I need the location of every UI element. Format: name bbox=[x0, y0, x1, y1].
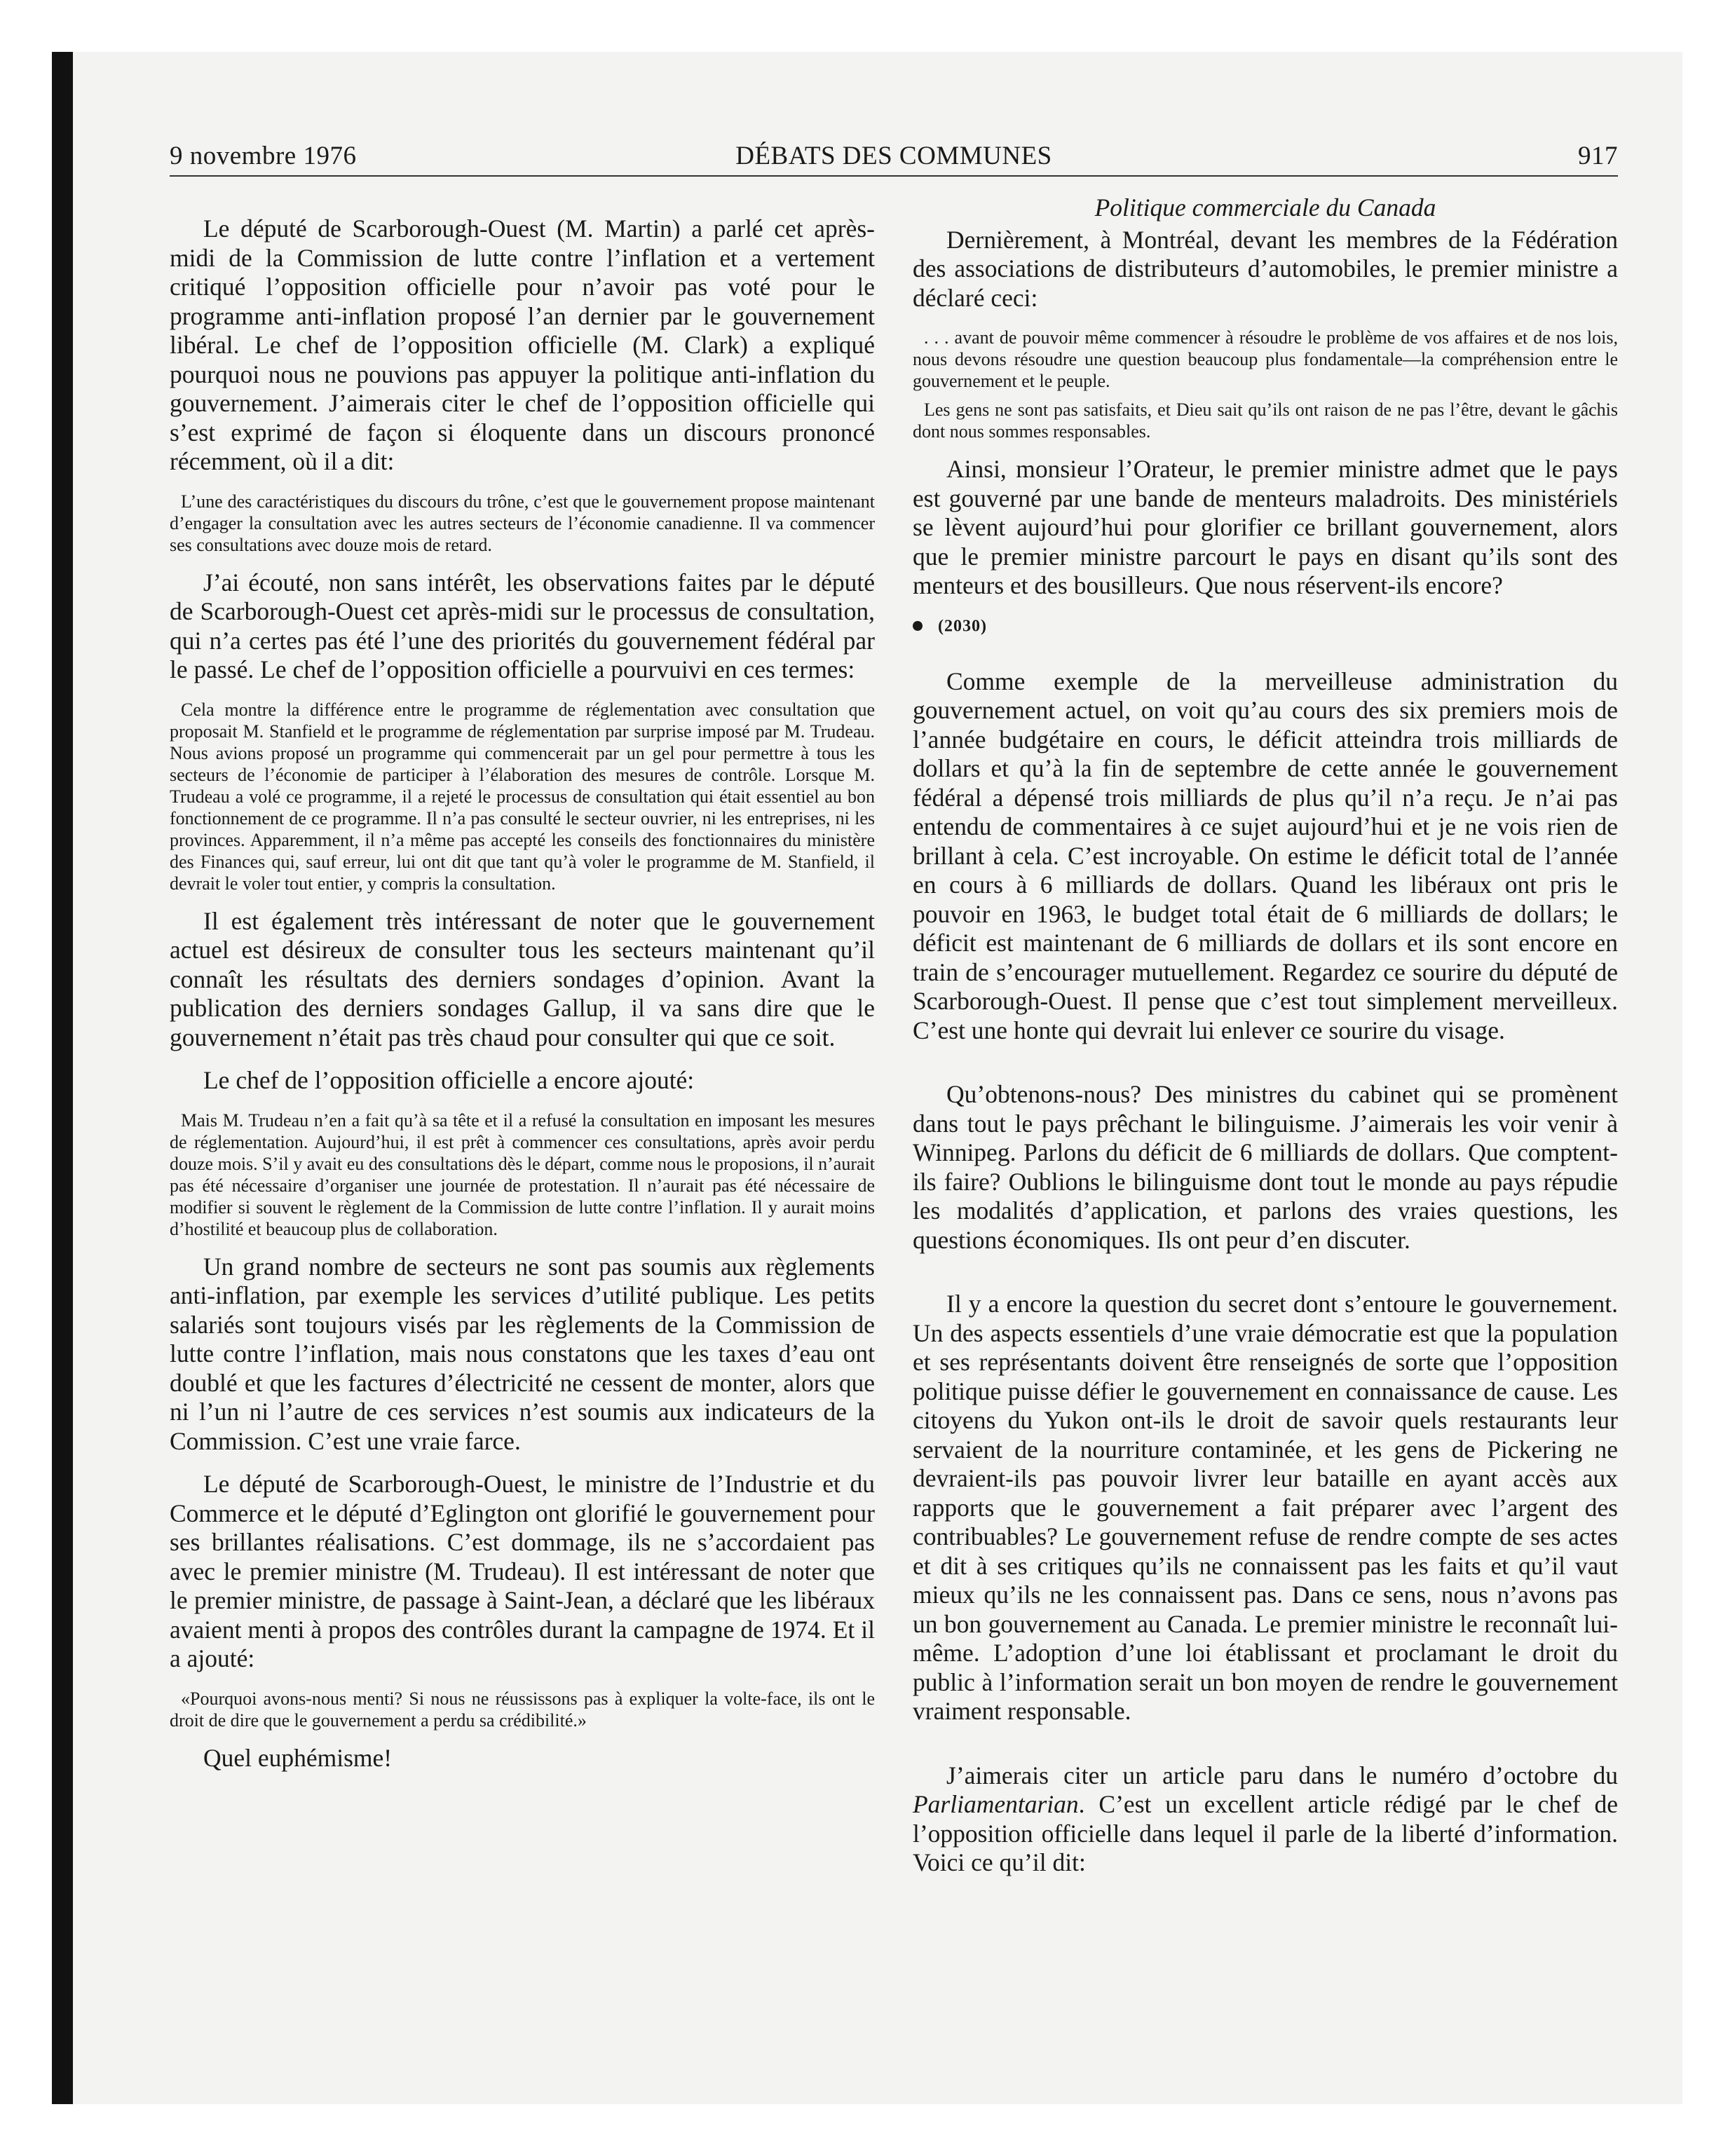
block-quote: Mais M. Trudeau n’en a fait qu’à sa tête et il a refusé la consultation en imposant les mesures de réglementation. Aujourd’hui, il est prêt à commencer ces consultations, après avoir perdu douze mois. S’il y avait eu des consultations dès le départ, comme nous le proposions, il n’aurait pas été nécessaire d’organiser une journée de protestation. Il n’aurait pas été nécessaire de modifier si souvent le règlement de la Commission de lutte contre l’inflation. Il y aurait moins d’hostilité et beaucoup plus de collaboration. bbox=[170, 1110, 875, 1239]
bullet-icon bbox=[913, 621, 923, 631]
header-date: 9 novembre 1976 bbox=[170, 142, 357, 170]
paragraph bbox=[913, 1761, 1618, 1878]
publication-title: Parliamentarian bbox=[913, 1790, 1079, 1819]
paragraph: Quel euphémisme! bbox=[203, 1743, 393, 1772]
page-number: 917 bbox=[1578, 142, 1618, 170]
time-marker bbox=[913, 615, 1618, 636]
paragraph: Un grand nombre de secteurs ne sont pas soumis aux règlements anti-inflation, par exemple les services d’utilité publique. Les petits salariés sont toujours visés par les règlements de la Commission de lutte contre l’inflation, mais nous constatons que les taxes d’eau ont doublé et que les factures d’électricité ne cessent de monter, alors que ni l’un ni l’autre de ces services n’est soumis aux indicateurs de la Commission. C’est une vraie farce. bbox=[170, 1252, 875, 1455]
column-spacer bbox=[170, 193, 875, 214]
paragraph: Il est également très intéressant de noter que le gouvernement actuel est désireux de consulter tous les secteurs maintenant qu’il connaît les résultats des derniers sondages d’opinion. Avant la publication des derniers sondages Gallup, il va sans dire que le gouvernement n’était pas très chaud pour consulter qui que ce soit. bbox=[170, 906, 875, 1051]
header-title: DÉBATS DES COMMUNES bbox=[735, 142, 1052, 170]
paragraph: Dernièrement, à Montréal, devant les membres de la Fédération des associations de distributeurs d’automobiles, le premier ministre a déclaré ceci: bbox=[913, 225, 1618, 312]
column-spacer bbox=[913, 1740, 1618, 1761]
paragraph: Le chef de l’opposition officielle a encore ajouté: bbox=[203, 1066, 695, 1094]
left-column bbox=[170, 193, 875, 1787]
paragraph: Ainsi, monsieur l’Orateur, le premier ministre admet que le pays est gouverné par une bande de menteurs maladroits. Des ministériels se lèvent aujourd’hui pour glorifier ce brillant gouvernement, alors que le premier ministre parcourt le pays en disant qu’ils sont des menteurs et des bousilleurs. Que nous réservent-ils encore? bbox=[913, 455, 1618, 599]
block-quote: Les gens ne sont pas satisfaits, et Dieu sait qu’ils ont raison de ne pas l’être, devant le gâchis dont nous sommes responsables. bbox=[913, 400, 1618, 442]
binding-edge bbox=[52, 52, 73, 2104]
paragraph: Qu’obtenons-nous? Des ministres du cabinet qui se promènent dans tout le pays prêchant le bilinguisme. J’aimerais les voir venir à Winnipeg. Parlons du déficit de 6 milliards de dollars. Que comptent-ils faire? Oublions le bilinguisme dont tout le monde au pays répudie les modalités d’application, et parlons des vraies questions, les questions économiques. Ils ont peur d’en discuter. bbox=[913, 1080, 1618, 1254]
paragraph: Il y a encore la question du secret dont s’entoure le gouvernement. Un des aspects essentiels d’une vraie démocratie est que la population et ses représentants doivent être renseignés de sorte que l’opposition politique puisse défier le gouvernement en connaissance de cause. Les citoyens du Yukon ont-ils le droit de savoir quels restaurants leur servaient de la nourriture contaminée, et les gens de Pickering ne devraient-ils pas pouvoir livrer leur bataille en ayant accès aux rapports que le gouvernement a fait préparer avec l’argent des contribuables? Le gouvernement refuse de rendre compte de ses actes et dit à ses critiques qu’ils ne connaissent pas les faits et qu’il vaut mieux qu’ils ne les connaissent pas. Dans ce sens, nous n’avons pas un bon gouvernement au Canada. Le premier ministre le reconnaît lui-même. L’adoption d’une loi établissant et proclamant le droit du public à l’information serait un bon moyen de rendre le gouvernement vraiment responsable. bbox=[913, 1290, 1618, 1726]
block-quote: «Pourquoi avons-nous menti? Si nous ne réussissons pas à expliquer la volte-face, ils ont le droit de dire que le gouvernement a perdu sa crédibilité.» bbox=[170, 1688, 875, 1731]
paragraph: J’ai écouté, non sans intérêt, les observations faites par le député de Scarborough-Ouest cet après-midi sur le processus de consultation, qui n’a certes pas été l’une des priorités du gouvernement fédéral par le passé. Le chef de l’opposition officielle a pourvuivi en ces termes: bbox=[170, 568, 875, 683]
time-marker-label: (2030) bbox=[938, 616, 987, 635]
paragraph: Le député de Scarborough-Ouest, le ministre de l’Industrie et du Commerce et le député d’Eglington ont glorifié le gouvernement pour ses brillantes réalisations. C’est dommage, ils ne s’accordaient pas avec le premier ministre (M. Trudeau). Il est intéressant de noter que le premier ministre, de passage à Saint-Jean, a déclaré que les libéraux avaient menti à propos des contrôles durant la campagne de 1974. Et il a ajouté: bbox=[170, 1470, 875, 1672]
header-rule bbox=[170, 175, 1618, 177]
page-header bbox=[170, 139, 1618, 174]
block-quote: Cela montre la différence entre le programme de réglementation avec consultation que proposait M. Stanfield et le programme de réglementation par surprise imposé par M. Trudeau. Nous avions proposé un programme qui commencerait par un gel pour permettre à tous les secteurs de l’économie de participer à l’élaboration des mesures de contrôle. Lorsque M. Trudeau a volé ce programme, il a rejeté le processus de consultation qui était essentiel au bon fonctionnement de ce programme. Il n’a pas consulté le secteur ouvrier, ni les entreprises, ni les provinces. Apparemment, il n’a même pas accepté les conseils des fonctionnaires du ministère des Finances qui, sauf erreur, lui ont dit que tant qu’à voler le programme de M. Stanfield, il devrait le voler tout entier, y compris la consultation. bbox=[170, 699, 875, 894]
block-quote: . . . avant de pouvoir même commencer à résoudre le problème de vos affaires et de nos lois, nous devons résoudre une question beaucoup plus fondamentale—la compréhension entre le gouvernement et le peuple. bbox=[913, 327, 1618, 391]
text-run: J’aimerais citer un article paru dans le numéro d’octobre du bbox=[946, 1761, 1618, 1789]
right-column bbox=[913, 193, 1618, 1892]
column-spacer bbox=[913, 1269, 1618, 1290]
text-run: . C’est un excellent article rédigé par le chef de l’opposition officielle dans lequel il parle de la liberté d’information. Voici ce qu’il dit: bbox=[913, 1790, 1618, 1877]
block-quote: L’une des caractéristiques du discours du trône, c’est que le gouvernement propose maintenant d’engager la consultation avec les autres secteurs de l’économie canadienne. Il va commencer ses consultations avec douze mois de retard. bbox=[170, 491, 875, 555]
section-heading: Politique commerciale du Canada bbox=[1094, 193, 1436, 221]
column-spacer bbox=[913, 1059, 1618, 1080]
paragraph: Comme exemple de la merveilleuse administration du gouvernement actuel, on voit qu’au cours des six premiers mois de l’année budgétaire en cours, le déficit atteindra trois milliards de dollars et qu’à la fin de septembre de cette année le gouvernement fédéral a dépensé trois milliards de plus qu’il n’a reçu. Je n’ai pas entendu de commentaires à ce sujet aujourd’hui et je ne vois rien de brillant à cela. C’est incroyable. On estime le déficit total de l’année en cours à 6 milliards de dollars. Quand les libéraux ont pris le pouvoir en 1963, le budget total était de 6 milliards de dollars; le déficit est maintenant de 6 milliards de dollars et ils sont encore en train de s’encourager mutuellement. Regardez ce sourire du député de Scarborough-Ouest. Il pense que c’est tout simplement merveilleux. C’est une honte qui devrait lui enlever ce sourire du visage. bbox=[913, 667, 1618, 1044]
paragraph: Le député de Scarborough-Ouest (M. Martin) a parlé cet après-midi de la Commission de lutte contre l’inflation et a vertement critiqué l’opposition officielle pour n’avoir pas voté pour le programme anti-inflation proposé l’an dernier par le gouvernement libéral. Le chef de l’opposition officielle (M. Clark) a expliqué pourquoi nous ne pouvions pas appuyer la politique anti-inflation du gouvernement. J’aimerais citer le chef de l’opposition officielle qui s’est exprimé de façon si éloquente dans un discours prononcé récemment, où il a dit: bbox=[170, 214, 875, 475]
